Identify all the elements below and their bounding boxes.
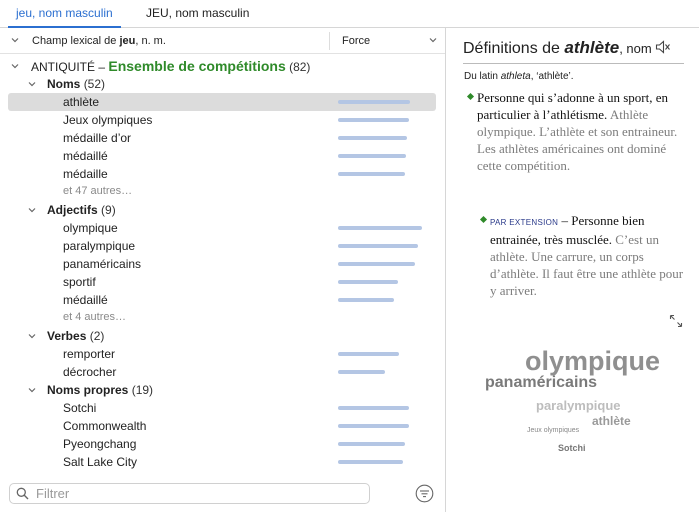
item-label: Jeux olympiques <box>63 113 153 127</box>
force-column-title[interactable]: Force <box>342 35 371 47</box>
force-bar <box>338 154 406 158</box>
list-item[interactable] <box>0 399 445 417</box>
force-bar <box>338 460 403 464</box>
force-bar <box>338 172 405 176</box>
speaker-icon[interactable] <box>655 40 671 54</box>
cloud-word[interactable]: Jeux olympiques <box>527 427 580 434</box>
section-label <box>47 329 104 343</box>
cloud-word[interactable]: panaméricains <box>485 374 598 391</box>
section-header[interactable] <box>0 381 445 399</box>
section-title: Adjectifs <box>47 203 98 217</box>
chevron-down-icon[interactable] <box>10 61 20 71</box>
item-label: décrocher <box>63 365 117 379</box>
list-item[interactable] <box>0 363 445 381</box>
cloud-word[interactable]: olympique <box>525 346 661 376</box>
force-bar <box>338 298 394 302</box>
list-item[interactable] <box>0 345 445 363</box>
force-bar <box>338 424 409 428</box>
item-label: athlète <box>63 95 100 109</box>
tab-jeu-nom-masculin-upper[interactable]: JEU, nom masculin <box>146 6 250 20</box>
force-bar <box>338 226 422 230</box>
chevron-down-icon[interactable] <box>10 35 20 45</box>
section-header[interactable] <box>0 75 445 93</box>
list-item[interactable] <box>0 291 445 309</box>
list-item[interactable] <box>0 219 445 237</box>
list-item[interactable] <box>0 273 445 291</box>
tab-bar <box>0 0 699 28</box>
list-item[interactable] <box>0 111 445 129</box>
section-label <box>47 203 116 217</box>
item-label: paralympique <box>63 239 136 253</box>
etymology: Du latin athleta, ‘athlète’. <box>464 71 574 82</box>
force-bar <box>338 100 410 104</box>
item-label: remporter <box>63 347 116 361</box>
tab-jeu-nom-masculin[interactable]: jeu, nom masculin <box>8 6 121 28</box>
section-count: (2) <box>89 329 105 343</box>
sense-bullet-icon <box>467 93 474 100</box>
chevron-down-icon[interactable] <box>428 35 438 45</box>
item-label: olympique <box>63 221 118 235</box>
group-row[interactable] <box>0 57 445 75</box>
cloud-word[interactable]: Sotchi <box>558 443 586 453</box>
filter-options-icon[interactable] <box>415 484 434 503</box>
cloud-word[interactable]: paralympique <box>536 398 621 413</box>
sense-1: Personne qui s’adonne à un sport, en particulier à l’athlétisme. Athlète olympique. L’athlète et son entraineur. Les athlètes américaines ont dominé cette compétition. <box>477 90 678 173</box>
item-label: Salt Lake City <box>63 455 138 469</box>
force-bar <box>338 244 418 248</box>
section-header[interactable] <box>0 201 445 219</box>
list-item[interactable] <box>0 435 445 453</box>
list-item[interactable] <box>0 93 445 111</box>
force-bar <box>338 370 385 374</box>
filter-input[interactable] <box>36 486 356 501</box>
force-bar <box>338 136 407 140</box>
item-label: panaméricains <box>63 257 142 271</box>
item-label: Commonwealth <box>63 419 147 433</box>
section-count: (52) <box>83 77 106 91</box>
sense-2: PAR EXTENSION – Personne bien entrainée, très musclée. C’est un athlète. Une carrure, un corps d’athlète. Il faut être une athlète pour y arriver. <box>490 213 684 298</box>
definition-panel <box>447 28 699 512</box>
cloud-word[interactable]: athlète <box>592 414 631 428</box>
item-label: médaille d’or <box>63 131 132 145</box>
section-header[interactable] <box>0 327 445 345</box>
force-bar <box>338 262 415 266</box>
item-label: médaillé <box>63 293 108 307</box>
chevron-down-icon[interactable] <box>27 205 37 215</box>
section-title: Noms <box>47 77 81 91</box>
definition-title: Définitions de athlète, nom <box>463 38 652 57</box>
section-label <box>47 383 153 397</box>
title-rule <box>463 63 684 64</box>
force-bar <box>338 442 405 446</box>
item-label: Pyeongchang <box>63 437 137 451</box>
lexical-field-panel <box>0 28 446 512</box>
force-bar <box>338 352 399 356</box>
expand-icon[interactable] <box>669 314 683 328</box>
more-label: et 4 autres… <box>63 311 126 323</box>
chevron-down-icon[interactable] <box>27 385 37 395</box>
section-label <box>47 77 105 91</box>
force-bar <box>338 280 398 284</box>
force-bar <box>338 406 409 410</box>
more-label: et 47 autres… <box>63 185 133 197</box>
field-column-title[interactable]: Champ lexical de jeu, n. m. <box>32 35 166 47</box>
list-item[interactable] <box>0 129 445 147</box>
sense-bullet-icon <box>480 216 487 223</box>
filter-field[interactable] <box>9 483 370 504</box>
list-item[interactable] <box>0 417 445 435</box>
list-item[interactable] <box>0 165 445 183</box>
list-item[interactable] <box>0 255 445 273</box>
list-item[interactable] <box>0 147 445 165</box>
more-link[interactable] <box>0 183 445 201</box>
force-bar <box>338 118 409 122</box>
item-label: sportif <box>63 275 96 289</box>
column-divider[interactable] <box>329 32 330 50</box>
item-label: médaillé <box>63 149 108 163</box>
chevron-down-icon[interactable] <box>27 79 37 89</box>
more-link[interactable] <box>0 309 445 327</box>
list-item[interactable] <box>0 237 445 255</box>
section-title: Verbes <box>47 329 87 343</box>
search-icon <box>16 487 29 500</box>
item-label: médaille <box>63 167 108 181</box>
section-count: (9) <box>101 203 116 217</box>
column-header <box>0 28 445 54</box>
list-item[interactable] <box>0 453 445 471</box>
item-label: Sotchi <box>63 401 97 415</box>
section-count: (19) <box>131 383 154 397</box>
chevron-down-icon[interactable] <box>27 331 37 341</box>
section-title: Noms propres <box>47 383 129 397</box>
group-label: ANTIQUITÉ – Ensemble de compétitions (82) <box>31 58 311 74</box>
